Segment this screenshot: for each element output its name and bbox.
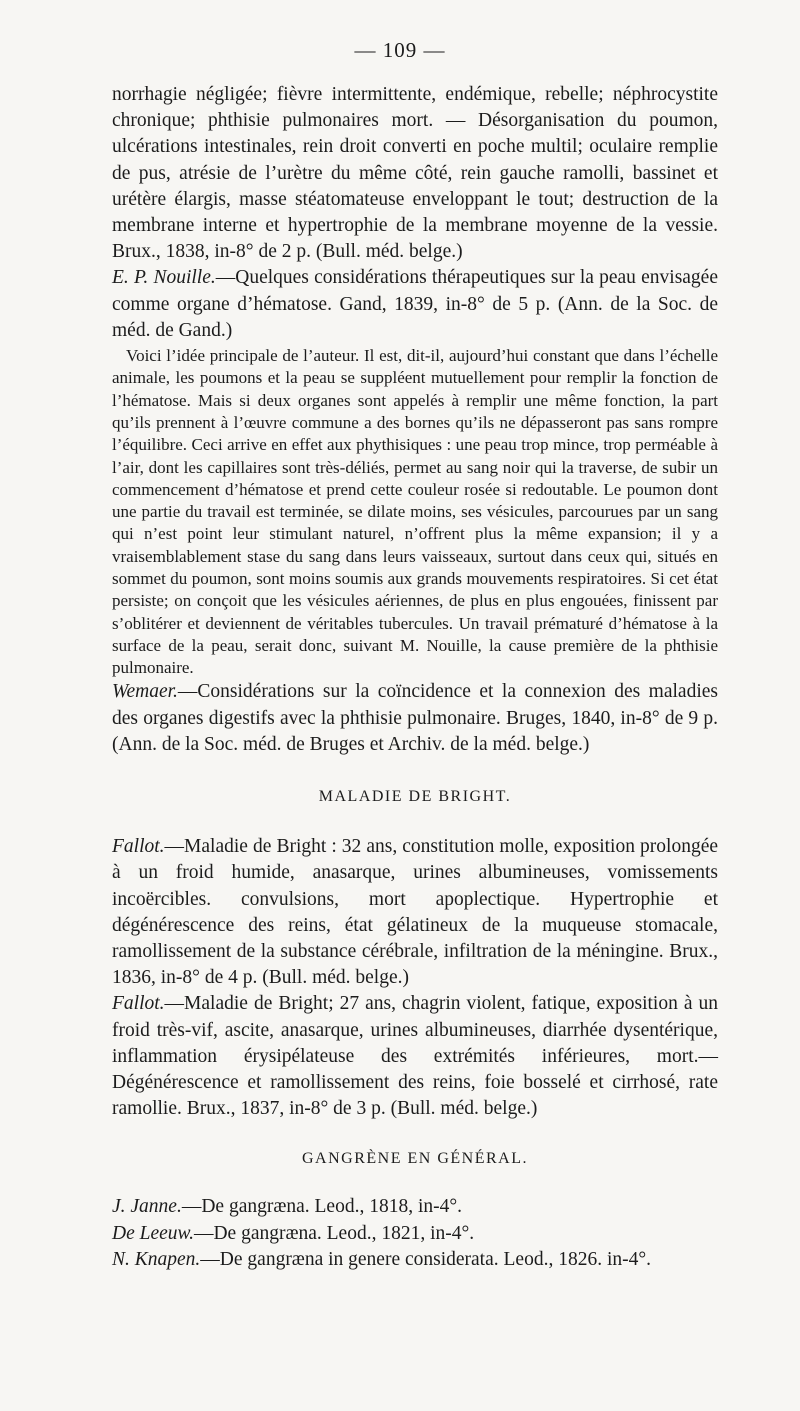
page-content	[112, 82, 718, 1273]
bibliography-entry	[112, 834, 718, 991]
entry-author: N. Knapen.	[112, 1248, 201, 1270]
section-heading-bright: MALADIE DE BRIGHT.	[318, 788, 512, 806]
entry-author: J. Janne.	[112, 1196, 182, 1218]
bibliography-entry	[112, 679, 718, 758]
bibliography-entry	[112, 265, 718, 344]
continuation-paragraph: norrhagie négligée; fièvre intermittente, endémique, rebelle; néphrocystite chronique; phthisie pulmonaires mort. — Désorganisation du poumon, ulcérations intestinales, rein droit converti en poche multil; oculaire remplie de pus, atrésie de l’urètre du même côté, rein gauche ramolli, bassinet et urétère élargis, masse stéatomateuse enveloppant le tout; destruction de la membrane interne et hypertrophie de la membrane moyenne de la vessie. Brux., 1838, in-8° de 2 p. (Bull. méd. belge.)	[112, 84, 718, 263]
entry-author: E. P. Nouille.	[112, 267, 216, 289]
entry-text: —De gangræna. Leod., 1818, in-4°.	[181, 1196, 463, 1218]
section-heading-gangrene: GANGRÈNE EN GÉNÉRAL.	[302, 1150, 528, 1168]
entry-text: —Quelques considérations thérapeutiques sur la peau envisagée comme organe d’hématose. Gand, 1839, in-8° de 5 p. (Ann. de la Soc. de méd. de Gand.)	[112, 267, 718, 341]
page-number: — 109 —	[354, 38, 446, 62]
entry-author: Fallot.	[112, 993, 165, 1015]
entry-author: De Leeuw.	[112, 1222, 194, 1244]
bibliography-entry	[112, 991, 718, 1122]
bibliography-entry	[112, 1221, 718, 1247]
entry-text: —De gangræna in genere considerata. Leod., 1826. in-4°.	[200, 1248, 652, 1270]
entry-author: Fallot.	[112, 836, 165, 858]
entry-text: —Maladie de Bright; 27 ans, chagrin violent, fatique, exposition à un froid très-vif, ascite, anasarque, urines albumineuses, diarrhée dysentérique, inflammation érysipélateuse des extrémités inférieures, mort.— Dégénérescence et ramollissement des reins, foie bosselé et cirrhosé, rate ramollie. Brux., 1837, in-8° de 3 p. (Bull. méd. belge.)	[112, 993, 718, 1120]
entry-author: Wemaer.	[112, 681, 178, 703]
bibliography-entry	[112, 1247, 718, 1273]
entry-text: —Considérations sur la coïncidence et la connexion des maladies des organes digestifs avec la phthisie pulmonaire. Bruges, 1840, in-8° de 9 p. (Ann. de la Soc. méd. de Bruges et Archiv. de la méd. belge.)	[112, 681, 718, 755]
entry-text: —Maladie de Bright : 32 ans, constitution molle, exposition prolongée à un froid humide, anasarque, urines albumineuses, vomissements incoërcibles. convulsions, mort apoplectique. Hypertrophie et dégénérescence des reins, état gélatineux de la muqueuse stomacale, ramollissement de la substance cérébrale, infiltration de la méningine. Brux., 1836, in-8° de 4 p. (Bull. méd. belge.)	[112, 836, 718, 989]
bibliography-entry	[112, 1194, 718, 1220]
entry-text: —De gangræna. Leod., 1821, in-4°.	[193, 1222, 475, 1244]
entry-note: Voici l’idée principale de l’auteur. Il est, dit-il, aujourd’hui constant que dans l’échelle animale, les poumons et la peau se suppléent mutuellement pour remplir la fonction de l’hématose. Mais si deux organes sont appelés à remplir une même fonction, la part qu’ils prennent à l’œuvre commune a des bornes qu’ils ne dépasseront pas sans rompre l’équilibre. Ceci arrive en effet aux phythisiques : une peau trop mince, trop perméable à l’air, dont les capillaires sont très-déliés, permet au sang noir qui la traverse, de subir un commencement d’hématose et prend cette couleur rosée si redoutable. Le poumon dont une partie du travail est terminée, se dilate moins, ses vésicules, parcourues par un sang qui n’est point leur stimulant naturel, n’offrent plus la même expansion; il y a vraisemblablement stase du sang dans leurs vaisseaux, surtout dans ceux qui, situés en sommet du poumon, sont moins soumis aux grands mouvements respiratoires. Si cet état persiste; on conçoit que les vésicules aériennes, de plus en plus engouées, finissent par s’oblitérer et deviennent de véritables tubercules. Un travail prématuré d’hématose à la surface de la peau, serait donc, suivant M. Nouille, la cause première de la phthisie pulmonaire.	[112, 346, 718, 678]
